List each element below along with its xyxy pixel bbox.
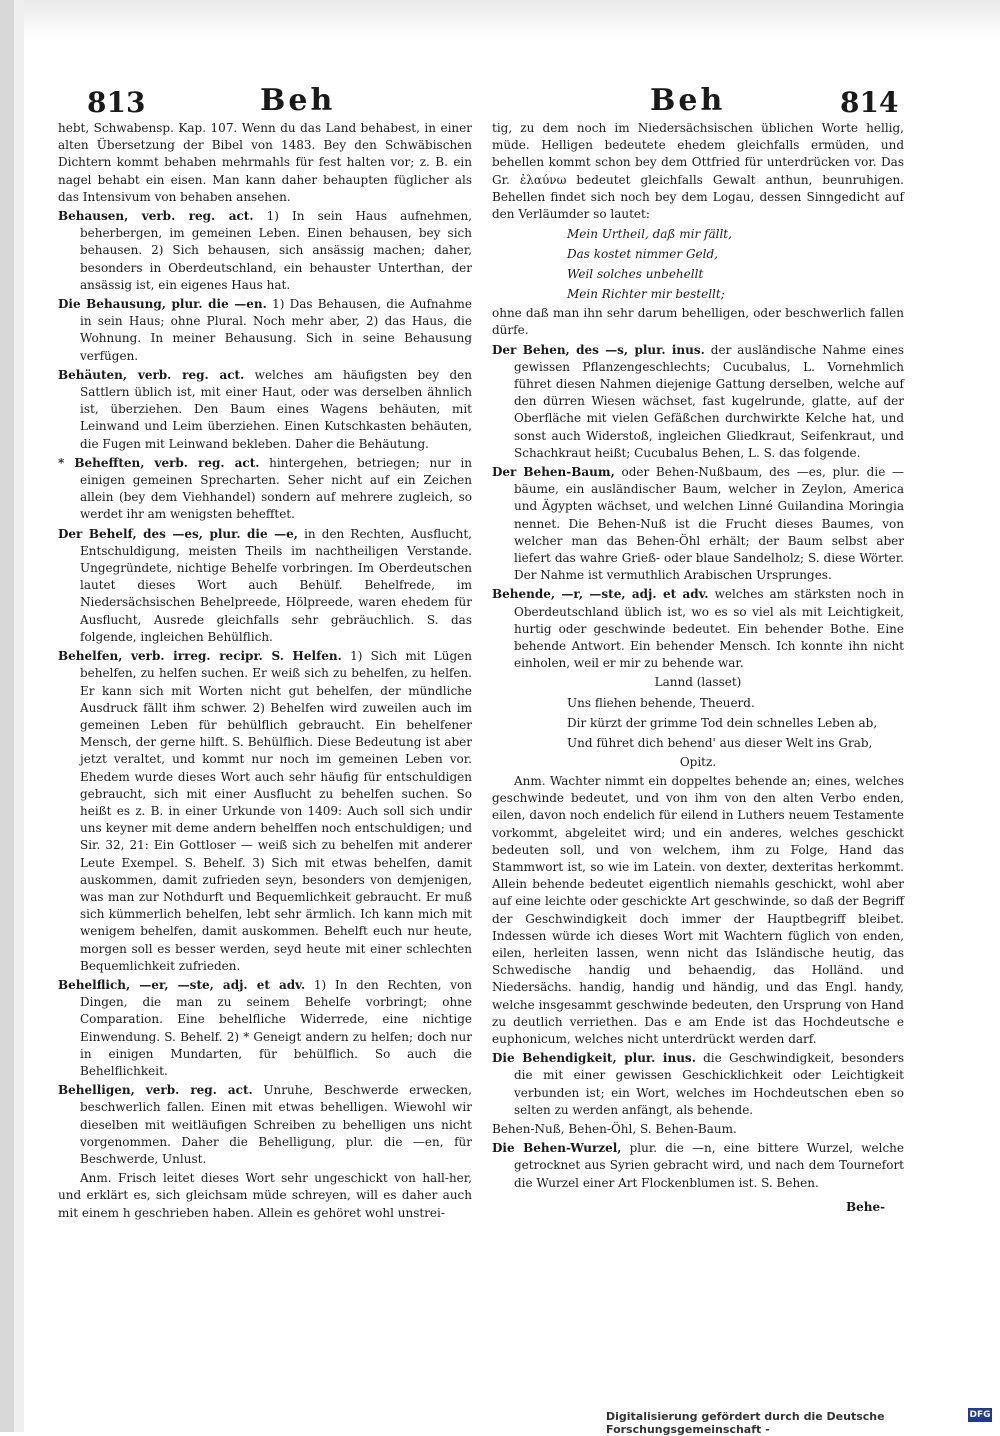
entry-headword: Die Behausung, plur. die —en. xyxy=(58,297,267,312)
entry-headword: Behausen, verb. reg. act. xyxy=(58,209,254,224)
entry-body: 1) Das Behausen, die Aufnahme in sein Haus; ohne Plural. Noch mehr aber, 2) das Haus, die Wohnung. In meiner Behausung. Sich in seine Behausung verfügen. xyxy=(80,297,473,363)
entry-body: 1) In sein Haus aufnehmen, beherbergen, im gemeinen Leben. Einen behausen, bey sich behausen. 2) Sich behausen, sich ansässig machen; daher, besonders in Oberdeutschland, ein behauster Unterthan, der ansässig ist, ein eigenes Haus hat. xyxy=(80,209,472,292)
entry-headword: Die Behen-Wurzel, xyxy=(492,1141,622,1156)
scan-binding-edge xyxy=(0,0,14,1432)
paragraph: ohne daß man ihn sehr darum behelligen, oder beschwerlich fallen dürfe. xyxy=(492,306,904,338)
entry-behelfen xyxy=(58,648,472,975)
entry-behen-baum xyxy=(492,464,904,584)
entry-headword: Der Behelf, des —es, plur. die —e, xyxy=(58,526,298,541)
entry-behelf xyxy=(58,526,472,646)
entry-body: plur. die —n, eine bittere Wurzel, welche getrocknet aus Syrien gebracht wird, und nach dem Tournefort die Wurzel einer Art Flockenblumen ist. S. Behen. xyxy=(514,1141,904,1190)
entry-headword: Behäuten, verb. reg. act. xyxy=(58,367,245,382)
verse-line: Uns fliehen behende, Theuerd. xyxy=(567,695,755,710)
verse-line: Mein Richter mir bestellt; xyxy=(567,287,725,302)
entry-behelligen xyxy=(58,1082,472,1168)
verse-line: Mein Urtheil, daß mir fällt, xyxy=(567,227,732,242)
dfg-logo: DFG xyxy=(969,1410,991,1420)
right-page-number: 814 xyxy=(840,86,899,119)
entry-body: Unruhe, Beschwerde erwecken, beschwerlich fallen. Einen mit etwas behelligen. Wiewohl wir dieselben mit weitläufigen Schreiben zu behelligen uns nicht vorgenommen. Daher die Behelligung, plur. die —en, für Beschwerde, Unlust. xyxy=(80,1083,472,1166)
entry-body: 1) In den Rechten, von Dingen, die man zu seinem Behelfe vorbringt; ohne Comparation. Eine behelfliche Widerrede, eine nichtige Einwendung. S. Behelf. 2) * Geneigt andern zu helfen; doch nur in einigen Mundarten, für behülflich. So auch die Behelflichkeit. xyxy=(80,977,472,1078)
entry-body: 1) Sich mit Lügen behelfen, zu helfen suchen. Er weiß sich zu behelfen, zu helfen. Er kann sich mit Worten nicht gut behelfen, der mündliche Ausdruck fällt ihm schwer. 2) Behelfen wird zuweilen auch im gemeinen Leben für behülflich gebraucht. Ein behelfener Mensch, der gerne hilft. S. Behülflich. Diese Bedeutung ist aber jetzt veraltet, und kommt nur noch im gemeinen Leben vor. Ehedem wurde dieses Wort auch sehr häufig für entschuldigen gebraucht, sich mit einer Ausflucht zu behelfen suchen. So heißt es z. B. in einer Urkunde von 1409: Auch soll sich undir uns keyner mit deme andern behelffen noch entschuldigen; und Sir. 32, 21: Ein Gottloser — weiß sich zu behelfen mit anderer Leute Exempel. S. Behelf. 3) Sich mit etwas behelfen, damit auskommen, damit zufrieden seyn, besonders von demjenigen, was man zur Nothdurft und Bequemlichkeit gebraucht. Er muß sich kümmerlich behelfen, lebt sehr ärmlich. Ich kann mich mit wenigem behelfen, damit auskommen. Behelft euch nur heute, morgen soll es besser werden, seyd heute mit einer schlechten Bequemlichkeit zufrieden. xyxy=(80,649,472,973)
scan-edge-top xyxy=(0,0,1000,38)
annotation: Anm. Wachter nimmt ein doppeltes behende an; eines, welches geschwinde bedeutet, und von ihm von den alten Verbo enden, eilen, davon noch endelich für eilend in Luthers neuem Testamente vorkommt, abgeleitet wird; und ein anderes, welches geschickt bedeuten soll, und von welchem, ihm zu Folge, Hand das Stammwort ist, so wie im Latein. von dexter, dexteritas herkommt. Allein behende bedeutet eigentlich niemahls geschickt, wohl aber auf eine leichte oder geschickte Art geschwinde, so daß der Begriff der Geschwindigkeit doch immer der Hauptbegriff bleibet. Indessen würde ich dieses Wort mit Wachtern füglich von enden, eilen, herleiten lassen, wenn nicht das Isländische heutig, das Schwedische handig und behaendig, das Holländ. und Niedersächs. handig, handig und händig, und das Engl. handy, welche insgesammt geschwinde bedeuten, den Ursprung von Hand zu deutlich verriethen. Das e am Ende ist das Hochdeutsche e euphonicum, welches nicht unterdrückt werden darf. xyxy=(492,773,904,1046)
entry-behen-wurzel xyxy=(492,1140,904,1192)
entry-body: in den Rechten, Ausflucht, Entschuldigung, meisten Theils im nachtheiligen Verstande. Ungegründete, nichtige Behelfe vorbringen. Im Oberdeutschen lautet dieses Wort auch Behülf. Behelfrede, im Niedersächsischen Behelpreede, Hölpreede, waren ehedem für Ausflucht, Ausrede gleichfalls sehr gebräuchlich. S. das folgende, ingleichen Behülflich. xyxy=(80,526,472,644)
verse-author: Opitz. xyxy=(679,754,717,769)
entry-headword: Behende, —r, —ste, adj. et adv. xyxy=(492,587,709,602)
entry-headword: Behelligen, verb. reg. act. xyxy=(58,1083,253,1098)
verse-line: Und führet dich behend' aus dieser Welt ins Grab, xyxy=(567,735,873,750)
verse-source: Lannd (lasset) xyxy=(654,675,742,690)
entry-headword: Behelflich, —er, —ste, adj. et adv. xyxy=(58,977,306,992)
entry-behendigkeit xyxy=(492,1050,904,1119)
continued-paragraph: hebt, Schwabensp. Kap. 107. Wenn du das Land behabest, in einer alten Übersetzung der Bibel von 1483. Bey den Schwäbischen Dichtern kommt behaben mehrmahls für fest halten vor; z. B. ein nagel behabt ein eisen. Man kann daher behaupten füglicher als das Intensivum von behaben ansehen. xyxy=(58,121,472,204)
entry-body: die Geschwindigkeit, besonders die mit einer gewissen Geschicklichkeit oder Leichtigkeit verbunden ist; ein Wort, welches im Hochdeutschen eben so selten zu werden anfängt, als behende. xyxy=(514,1051,904,1117)
entry-body: welches am häufigsten bey den Sattlern üblich ist, mit einer Haut, oder was derselben ähnlich ist, überziehen. Den Baum eines Wagens behäuten, mit Leinwand und Leim überziehen. Einen Kutschkasten behäuten, die Fugen mit Leinwand bekleben. Daher die Behäutung. xyxy=(80,367,472,451)
entry-behefften xyxy=(58,455,472,524)
left-running-head: Beh xyxy=(260,83,336,118)
entry-body: hintergehen, betriegen; nur in einigen gemeinen Sprecharten. Seher nicht auf ein Zeichen allein (bey dem Viehhandel) sondern auf mehrere zugleich, so werdet ihr am wenigsten behefftet. xyxy=(80,455,472,522)
left-column xyxy=(58,120,472,1224)
entry-body: oder Behen-Nußbaum, des —es, plur. die —bäume, ein ausländischer Baum, welcher in Zeylon, America und Ägypten wächset, und welchen Linné Guilandina Moringia nennet. Die Behen-Nuß ist die Frucht dieses Baumes, von welcher man das Behen-Öhl erhält; der Baum selbst aber liefert das wahre Grieß- oder blaue Sandelholz; S. diese Wörter. Der Nahme ist vermuthlich Arabischen Ursprunges. xyxy=(514,465,904,583)
entry-cross-reference: Behen-Nuß, Behen-Öhl, S. Behen-Baum. xyxy=(492,1121,737,1136)
scan-binding-shadow xyxy=(14,0,24,1432)
entry-headword: Behelfen, verb. irreg. recipr. S. Helfen. xyxy=(58,649,342,664)
entry-headword: Die Behendigkeit, plur. inus. xyxy=(492,1051,696,1066)
entry-behausen xyxy=(58,208,472,294)
annotation: Anm. Frisch leitet dieses Wort sehr ungeschickt von hall-her, und erklärt es, sich gleichsam müde schreyen, will es daher auch mit einem h geschrieben haben. Allein es gehöret wohl unstrei- xyxy=(58,1171,472,1220)
right-running-head: Beh xyxy=(650,83,726,118)
entry-headword: Der Behen, des —s, plur. inus. xyxy=(492,342,705,357)
entry-behelflich xyxy=(58,977,472,1080)
entry-body: welches am stärksten noch in Oberdeutschland üblich ist, wo es so viel als mit Leichtigkeit, hurtig oder geschwinde bedeutet. Ein behender Bothe. Eine behende Antwort. Ein behender Mensch. Ich konnte ihn nicht einholen, weil er mir zu behende war. xyxy=(514,587,904,671)
entry-behen xyxy=(492,342,904,462)
verse-line: Das kostet nimmer Geld, xyxy=(567,247,718,262)
footer-credit: Digitalisierung gefördert durch die Deutsche Forschungsgemeinschaft - xyxy=(606,1410,885,1436)
right-column xyxy=(492,120,904,1194)
entry-behausung xyxy=(58,296,472,365)
continued-paragraph: tig, zu dem noch im Niedersächsischen üblichen Worte hellig, müde. Helligen bedeutete ehedem gleichfalls ermüden, und behellen kommt schon bey dem Ottfried für unterdrücken vor. Das Gr. ἐλαύνω bedeutet gleichfalls Gewalt anthun, beunruhigen. Behellen findet sich noch bey dem Logau, dessen Sinngedicht auf den Verläumder so lautet: xyxy=(492,121,904,222)
entry-body: der ausländische Nahme eines gewissen Pflanzengeschlechts; Cucubalus, L. Vornehmlich führet diesen Nahmen diejenige Gattung derselben, welche auf den dürren Wiesen wächset, fast kugelrunde, glatte, auf der Oberfläche mit vielen Gefäßchen durchwirkte Kelche hat, und sonst auch Widerstoß, ingleichen Gliedkraut, Seifenkraut, und Schachkraut heißt; Cucubalus Behen, L. S. das folgende. xyxy=(514,342,904,460)
verse-line: Weil solches unbehellt xyxy=(567,267,704,282)
entry-headword: Der Behen-Baum, xyxy=(492,465,615,480)
verse-line: Dir kürzt der grimme Tod dein schnelles Leben ab, xyxy=(567,715,878,730)
entry-behaeuten xyxy=(58,367,472,453)
entry-headword: * Behefften, verb. reg. act. xyxy=(58,455,260,470)
catchword: Behe- xyxy=(846,1200,886,1214)
entry-behende xyxy=(492,586,904,672)
left-page-number: 813 xyxy=(87,86,146,119)
